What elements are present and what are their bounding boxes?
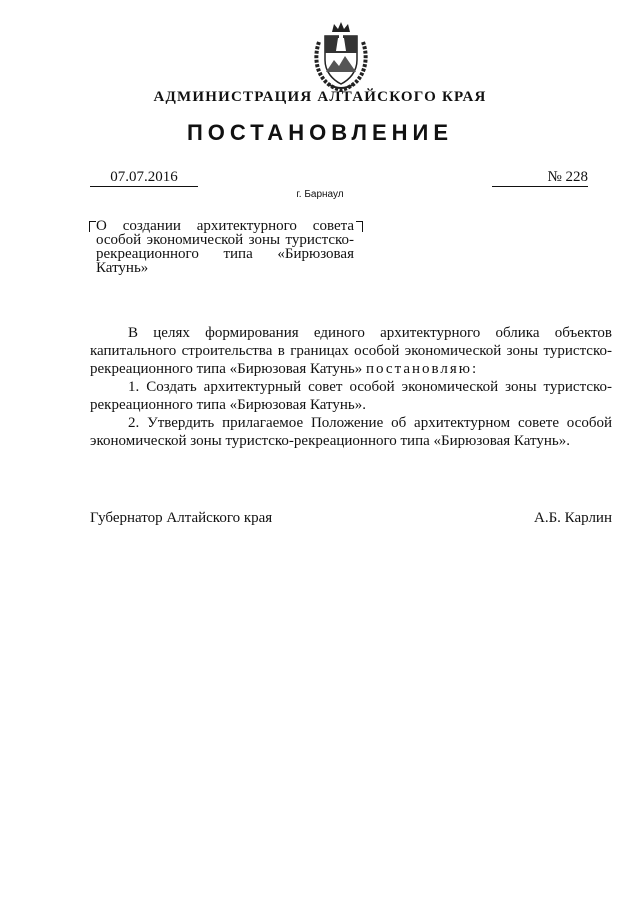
document-number: № 228 <box>492 168 588 187</box>
organization-name: АДМИНИСТРАЦИЯ АЛТАЙСКОГО КРАЯ <box>153 89 487 105</box>
signatory-name: А.Б. Карлин <box>533 510 612 526</box>
decree-punct: : <box>472 361 477 377</box>
item-1: 1. Создать архитектурный совет особой экономической зоны туристско-рекреационного типа «Бирюзовая Катунь». <box>90 379 612 413</box>
document-city: г. Барнаул <box>296 189 344 200</box>
intro-text: В целях формирования единого архитектурного облика объектов капитального строительства в границах особой экономической зоны туристско-рекреационного типа «Бирюзовая Катунь» <box>90 325 612 377</box>
decree-word: постановляю <box>366 361 472 377</box>
subject-bracket-left <box>89 221 96 232</box>
signatory-title: Губернатор Алтайского края <box>90 510 273 526</box>
altai-krai-coat-of-arms-icon <box>310 20 372 92</box>
document-date: 07.07.2016 <box>90 168 198 187</box>
subject-bracket-right <box>356 221 363 232</box>
intro-paragraph <box>90 324 612 378</box>
item-2: 2. Утвердить прилагаемое Положение об архитектурном совете особой экономической зоны туристско-рекреационного типа «Бирюзовая Катунь». <box>90 415 612 449</box>
document-body <box>90 324 612 450</box>
document-type: ПОСТАНОВЛЕНИЕ <box>186 120 454 145</box>
document-subject: О создании архитектурного совета особой экономической зоны туристско-рекреационного типа «Бирюзовая Катунь» <box>96 218 354 276</box>
